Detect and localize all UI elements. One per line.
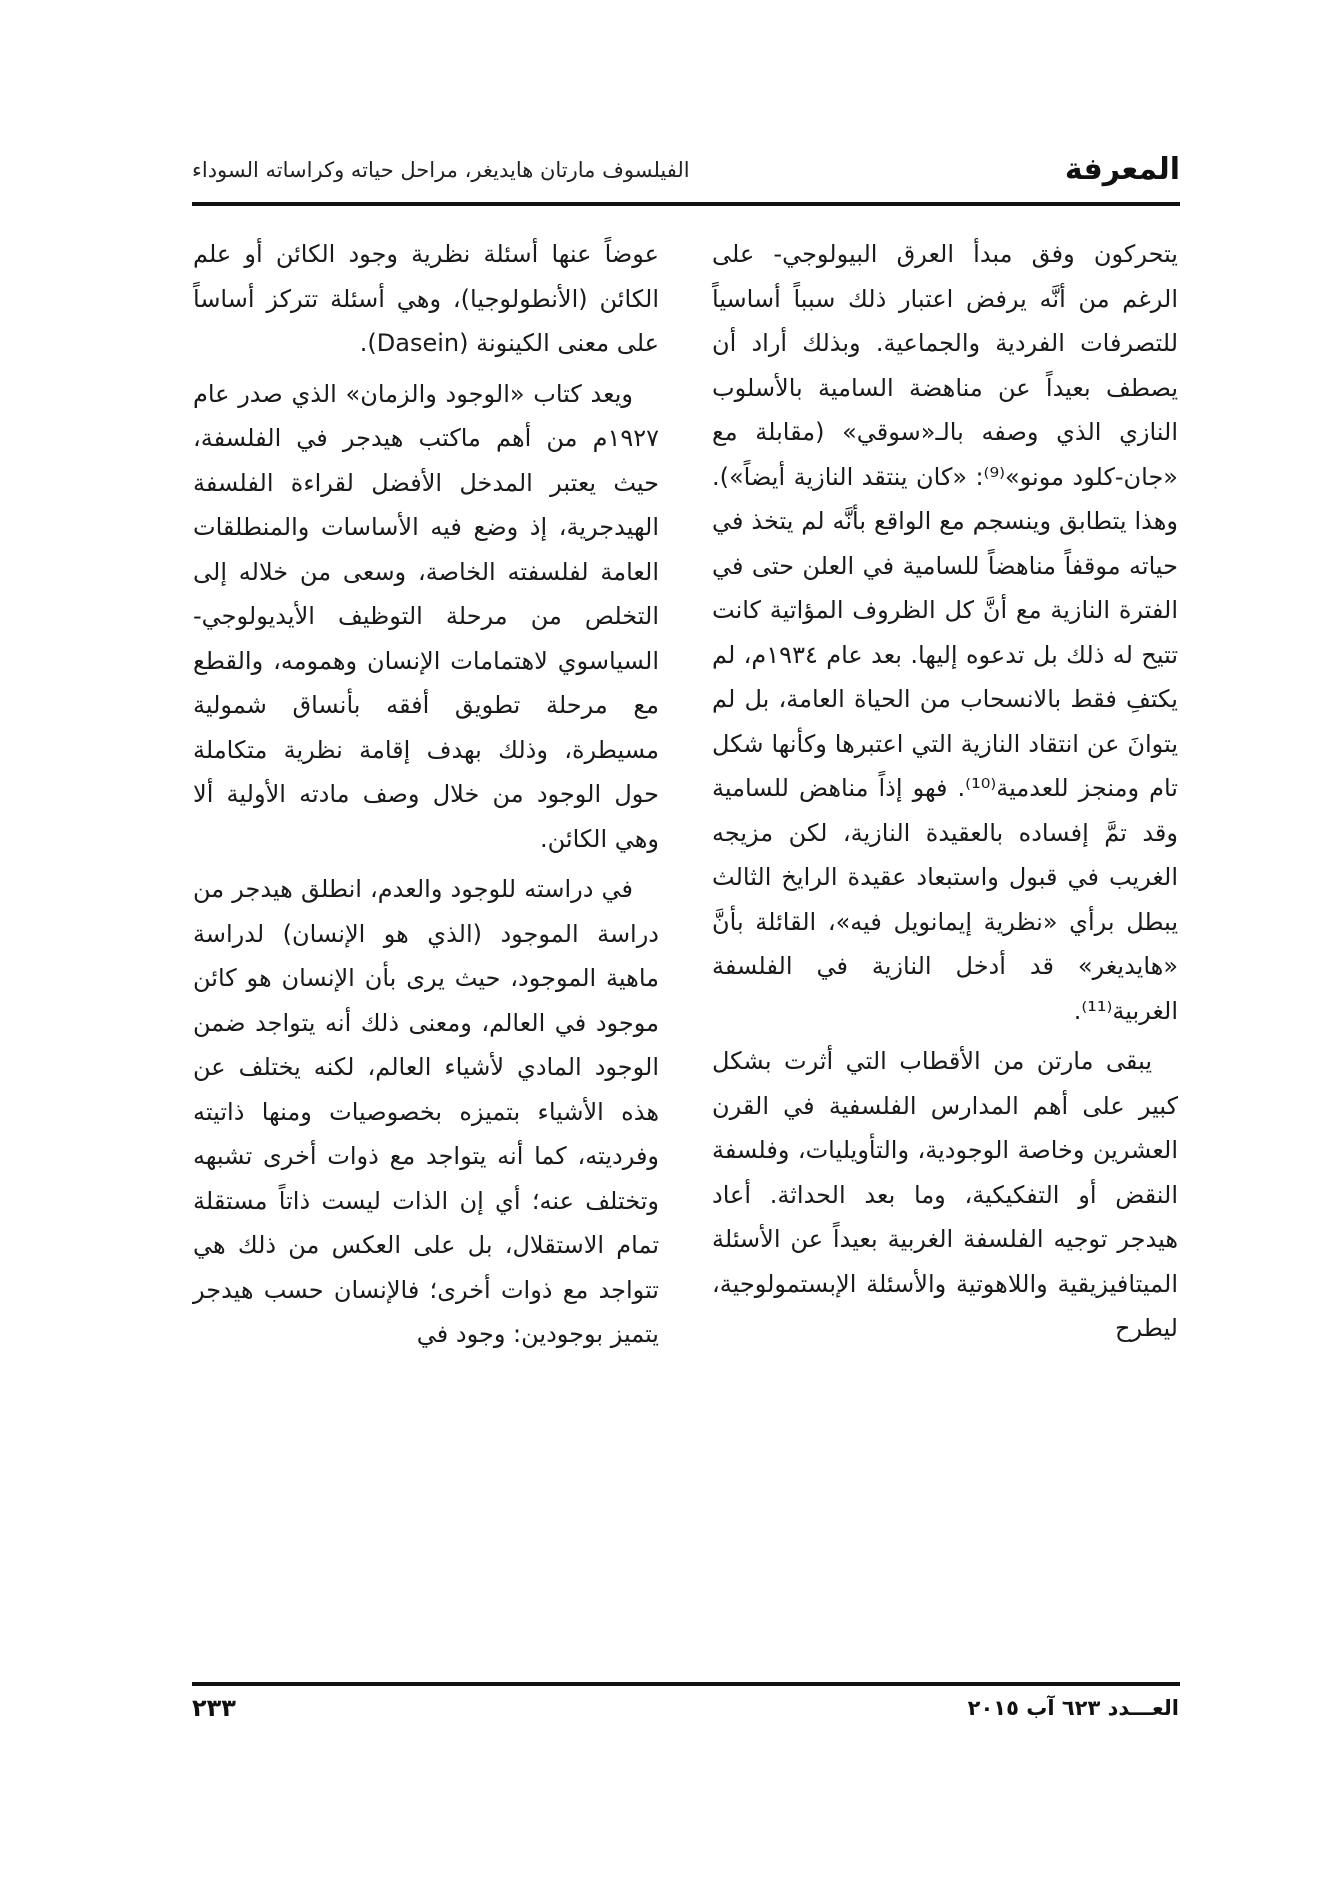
magazine-logo: المعرفة [1064,152,1180,187]
paragraph: عوضاً عنها أسئلة نظرية وجود الكائن أو علم الكائن (الأنطولوجيا)، وهي أسئلة تتركز أساساً على معنى الكينونة (Dasein). [193,240,659,357]
paragraph: يتحركون وفق مبدأ العرق البيولوجي- على الرغم من أنَّه يرفض اعتبار ذلك سبباً أساسياً للتصرفات الفردية والجماعية. وبذلك أراد أن يصطف بعيداً عن مناهضة السامية بالأسلوب النازي الذي وصفه بالـ«سوقي» (مقابلة مع «جان-كلود مونو»⁽⁹⁾: «كان ينتقد النازية أيضاً»). وهذا يتطابق وينسجم مع الواقع بأنَّه لم يتخذ في حياته موقفاً مناهضاً للسامية في العلن حتى في الفترة النازية مع أنَّ كل الظروف المؤاتية كانت تتيح له ذلك بل تدعوه إليها. بعد عام ١٩٣٤م، لم يكتفِ فقط بالانسحاب من الحياة العامة، بل لم يتوانَ عن انتقاد النازية التي اعتبرها وكأنها شكل تام ومنجز للعدمية⁽¹⁰⁾. فهو إذاً مناهض للسامية وقد تمَّ إفساده بالعقيدة النازية، لكن مزيجه الغريب في قبول واستبعاد عقيدة الرايخ الثالث يبطل برأي «نظرية إيمانويل فيه»، القائلة بأنَّ «هايديغر» قد أدخل النازية في الفلسفة الغربية⁽¹¹⁾. [712,240,1178,1025]
text-column-right [712,232,1178,1351]
paragraph: ويعد كتاب «الوجود والزمان» الذي صدر عام ١٩٢٧م من أهم ماكتب هيدجر في الفلسفة، حيث يعتبر المدخل الأفضل لقراءة الفلسفة الهيدجرية، إذ وضع فيه الأساسات والمنطلقات العامة لفلسفته الخاصة، وسعى من خلاله إلى التخلص من مرحلة التوظيف الأيديولوجي-السياسوي لاهتمامات الإنسان وهمومه، والقطع مع مرحلة تطويق أفقه بأنساق شمولية مسيطرة، وذلك بهدف إقامة نظرية متكاملة حول الوجود من خلال وصف مادته الأولية ألا وهي الكائن. [193,379,659,853]
text-column-left [193,232,659,1357]
paragraph: في دراسته للوجود والعدم، انطلق هيدجر من دراسة الموجود (الذي هو الإنسان) لدراسة ماهية الموجود، حيث يرى بأن الإنسان هو كائن موجود في العالم، ومعنى ذلك أنه يتواجد ضمن الوجود المادي لأشياء العالم، لكنه يختلف عن هذه الأشياء بتميزه بخصوصيات ومنها ذاتيته وفرديته، كما أنه يتواجد مع ذوات أخرى تشبهه وتختلف عنه؛ أي إن الذات ليست ذاتاً مستقلة تمام الاستقلال، بل على العكس من ذلك هي تتواجد مع ذوات أخرى؛ فالإنسان حسب هيدجر يتميز بوجودين: وجود في [193,875,659,1348]
header-rule [192,202,1180,206]
running-title: الفيلسوف مارتان هايديغر، مراحل حياته وكراساته السوداء [192,158,690,182]
page-header [192,150,1180,200]
footer-rule [192,1682,1180,1686]
paragraph: يبقى مارتن من الأقطاب التي أثرت بشكل كبير على أهم المدارس الفلسفية في القرن العشرين وخاصة الوجودية، والتأويليات، وفلسفة النقض أو التفكيكية، وما بعد الحداثة. أعاد هيدجر توجيه الفلسفة الغربية بعيداً عن الأسئلة الميتافيزيقية واللاهوتية والأسئلة الإبستمولوجية، ليطرح [712,1047,1178,1342]
page-number: ٢٣٣ [192,1694,236,1722]
issue-info: العـــدد ٦٢٣ آب ٢٠١٥ [967,1696,1179,1720]
